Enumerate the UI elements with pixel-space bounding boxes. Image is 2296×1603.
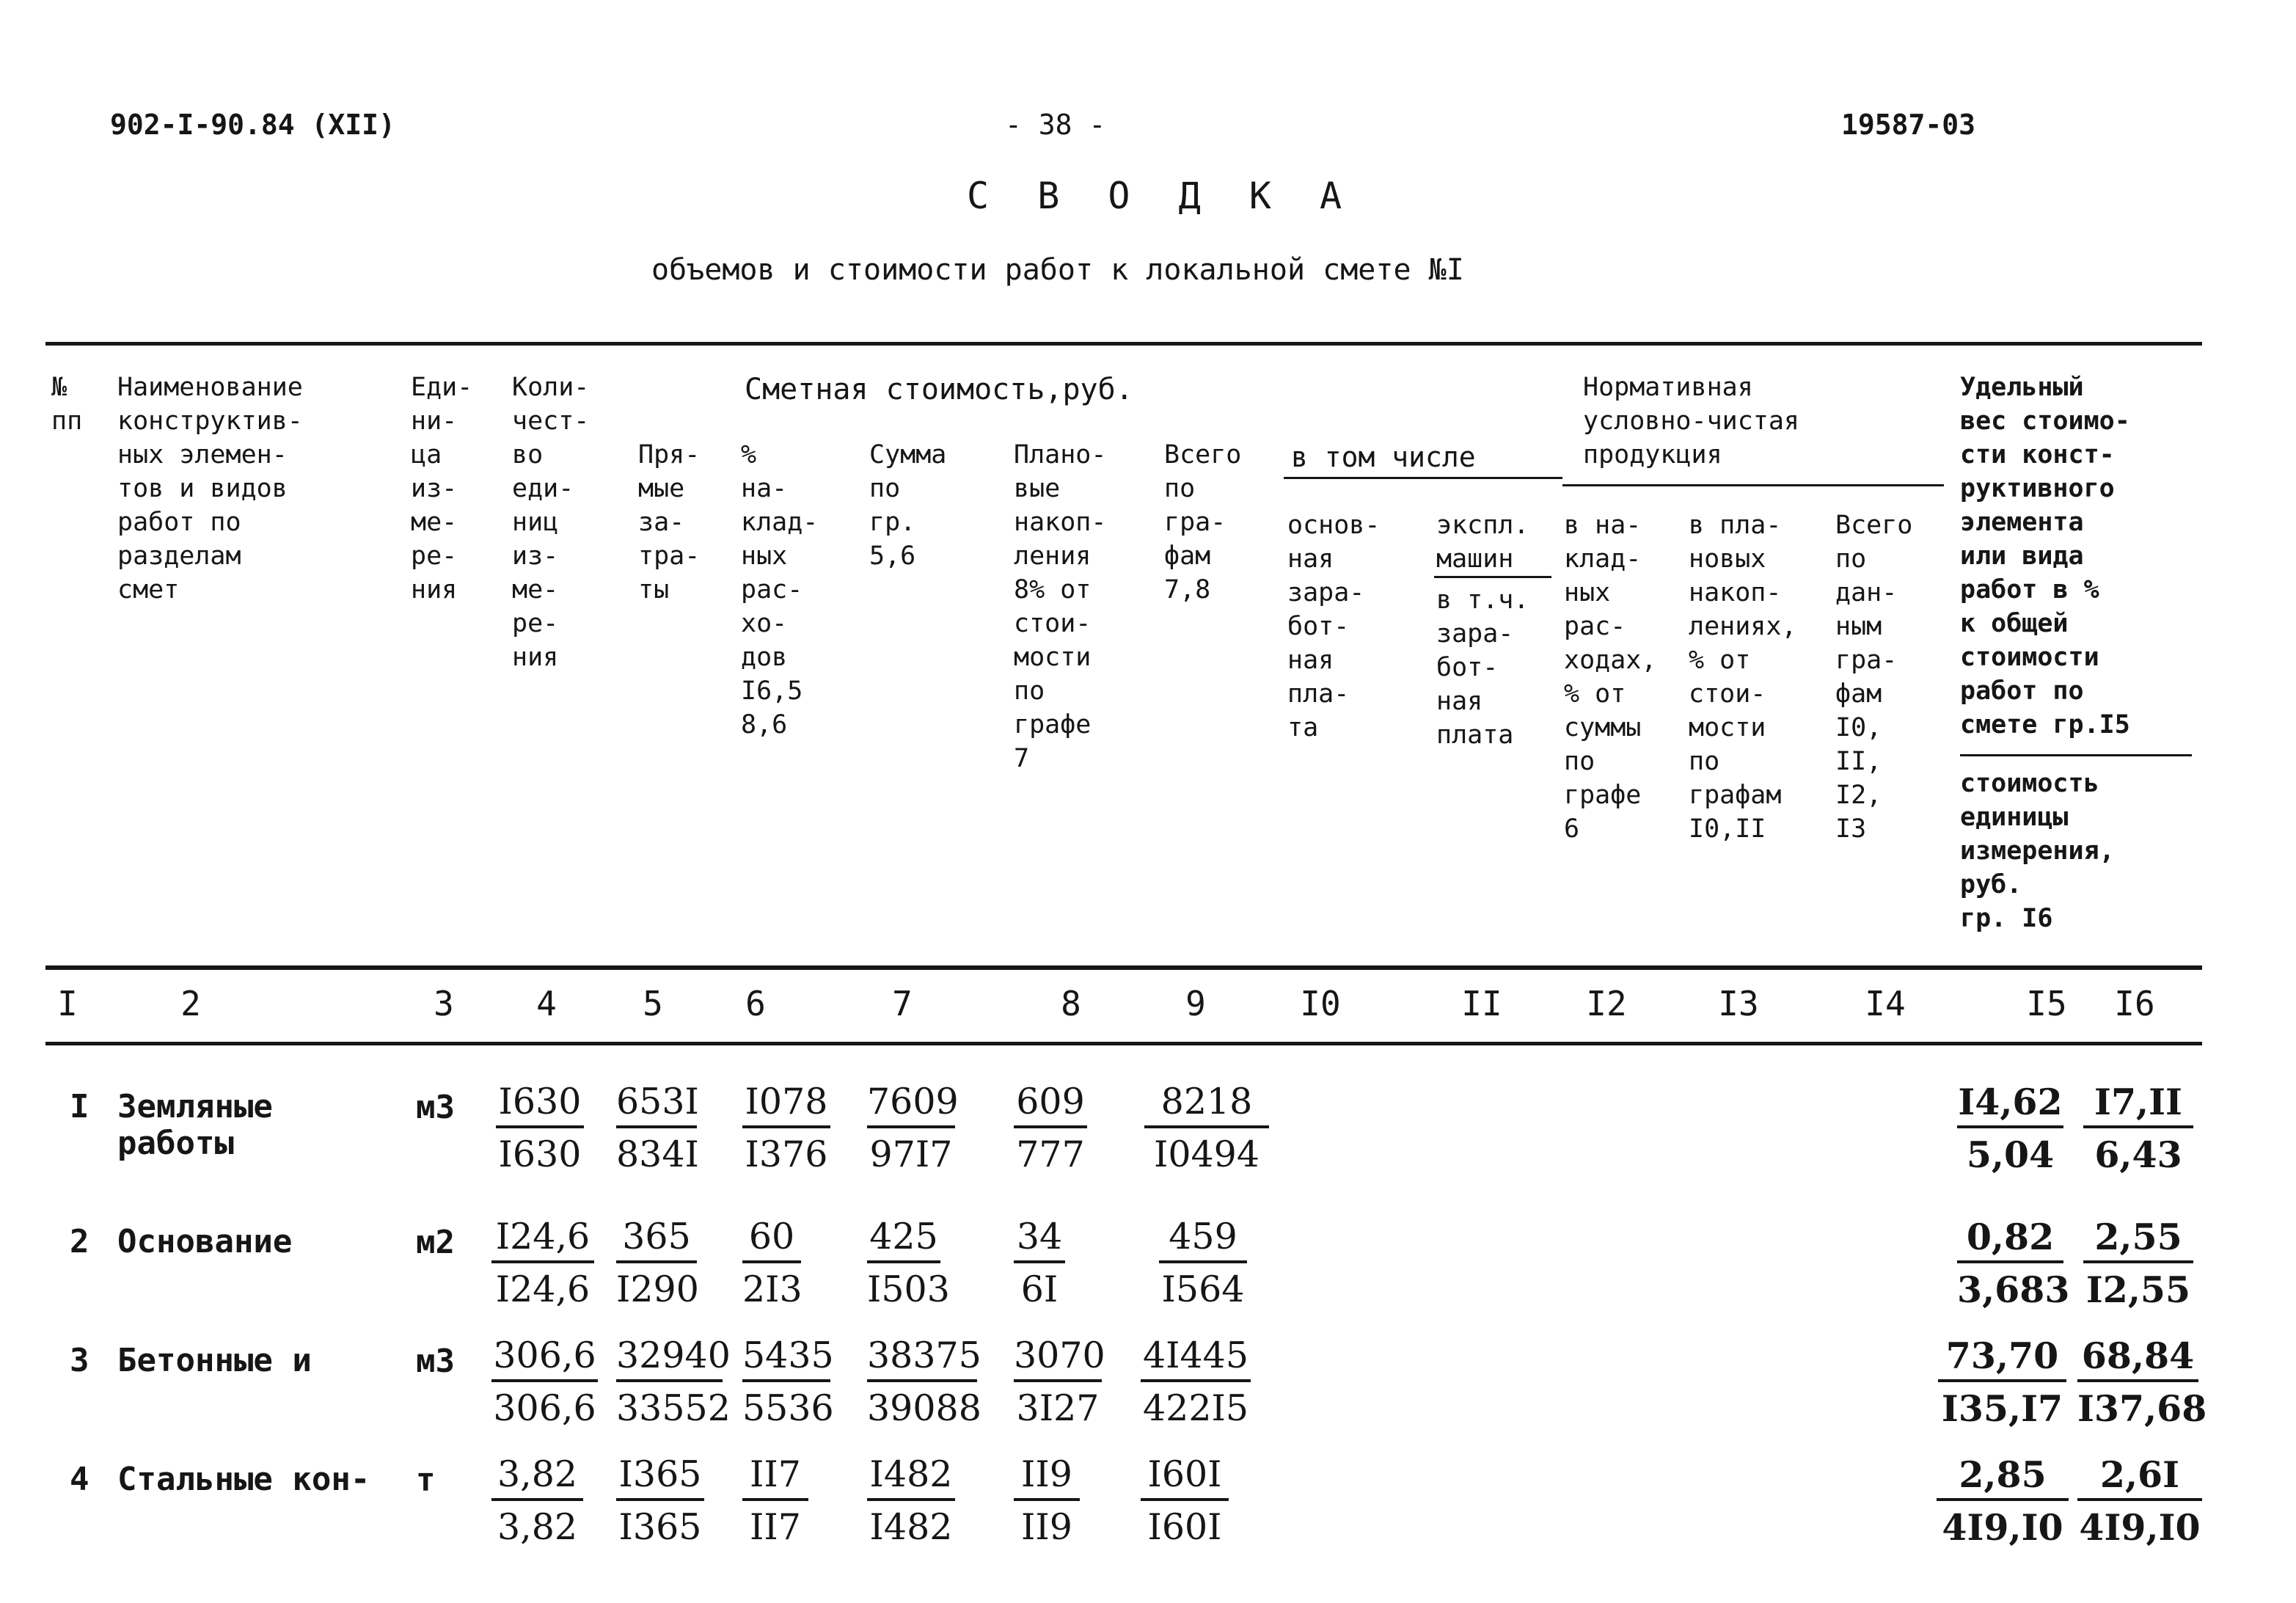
header-group-cost: Сметная стоимость,руб. [745, 373, 1133, 406]
row-unit: т [416, 1461, 436, 1499]
cell-overhead: 60 2I3 [742, 1216, 802, 1310]
col-number: 4 [536, 984, 557, 1023]
cell-sum: 7609 97I7 [867, 1081, 959, 1175]
header-col-sum: Сумма по гр. 5,6 [869, 440, 947, 571]
cell-overhead: I078 I376 [742, 1080, 830, 1177]
row-unit: м3 [416, 1343, 455, 1380]
cell-direct-costs: 32940 33552 [616, 1334, 731, 1429]
col-number: I6 [2114, 984, 2155, 1023]
cell-direct-costs: 365 I290 [616, 1216, 699, 1310]
cell-planned-savings: II9 II9 [1014, 1453, 1080, 1549]
header-col-planned-savings: Плано- вые накоп- ления 8% от стои- мости по графе 7 [1014, 440, 1107, 773]
cell-total: 8218 I0494 [1144, 1080, 1269, 1177]
col-number: 5 [643, 984, 663, 1023]
table-top-rule [45, 342, 2202, 346]
row-unit: м2 [416, 1224, 455, 1261]
cell-share-pct: 2,85 4I9,I0 [1937, 1453, 2069, 1549]
col-number: I5 [2026, 984, 2067, 1023]
header-col-base-salary: основ- ная зара- бот- ная пла- та [1287, 511, 1381, 742]
col-number: 2 [180, 984, 201, 1023]
column-number-rule [45, 1042, 2202, 1045]
header-col-norm-overhead: в на- клад- ных рас- ходах, % от суммы по графе 6 [1564, 511, 1657, 844]
row-number: 4 [70, 1461, 89, 1498]
cell-quantity: 3,82 3,82 [491, 1453, 583, 1549]
header-col-total: Всего по гра- фам 7,8 [1164, 440, 1242, 605]
col-number: I3 [1718, 984, 1759, 1023]
cell-quantity: 306,6 306,6 [491, 1334, 598, 1431]
cell-share-pct: 73,70 I35,I7 [1938, 1334, 2066, 1431]
cell-sum: I482 I482 [867, 1453, 955, 1549]
row-name: Земляные работы [117, 1088, 273, 1162]
header-col-norm-planned: в пла- новых накоп- лениях, % от стои- мости по графам I0,II [1689, 511, 1797, 844]
cell-unit-cost: I7,II 6,43 [2083, 1080, 2193, 1177]
cell-unit-cost: 2,55 I2,55 [2083, 1215, 2193, 1312]
row-name: Основание [117, 1223, 293, 1260]
col-number: 6 [745, 984, 766, 1023]
row-name: Стальные кон- [117, 1461, 370, 1498]
header-col-share: Удельный вес стоимо- сти конст- руктивного элемента или вида работ в % к общей стоимости работ по смете гр.I5 [1960, 373, 2130, 740]
cell-planned-savings: 3070 3I27 [1014, 1334, 1105, 1429]
page-number: - 38 - [1005, 109, 1106, 141]
col-number: 9 [1185, 984, 1206, 1023]
cell-overhead: 5435 5536 [742, 1334, 834, 1429]
col-number: 3 [434, 984, 454, 1023]
document-stamp: 19587-03 [1841, 109, 1976, 141]
cell-sum: 38375 39088 [867, 1334, 981, 1429]
row-name: Бетонные и [117, 1342, 312, 1379]
cell-share-pct: 0,82 3,683 [1957, 1216, 2070, 1311]
col-number: I2 [1586, 984, 1627, 1023]
col-number: I [57, 984, 78, 1023]
col-number: 8 [1061, 984, 1081, 1023]
incl-group-rule [1284, 477, 1562, 479]
col-number: II [1461, 984, 1502, 1023]
header-col-quantity: Коли- чест- во еди- ниц из- ме- ре- ния [512, 373, 590, 672]
cell-total: 4I445 422I5 [1141, 1334, 1251, 1431]
cell-planned-savings: 609 777 [1014, 1080, 1087, 1177]
header-col-direct-costs: Пря- мые за- тра- ты [638, 440, 701, 605]
cell-total: 459 I564 [1159, 1215, 1247, 1312]
cell-overhead: II7 II7 [742, 1453, 808, 1549]
col-number: I4 [1865, 984, 1906, 1023]
col-number: 7 [892, 984, 913, 1023]
header-col-overhead-pct: % на- клад- ных рас- хо- дов I6,5 8,6 [741, 440, 819, 740]
document-code: 902-I-90.84 (XII) [110, 109, 395, 141]
header-bottom-rule [45, 965, 2202, 970]
c15-split-rule [1960, 754, 2192, 756]
header-col-name: Наименование конструктив- ных элемен- тов и видов работ по разделам смет [117, 373, 303, 605]
row-unit: м3 [416, 1089, 455, 1126]
cell-planned-savings: 34 6I [1014, 1215, 1065, 1312]
cell-sum: 425 I503 [867, 1216, 950, 1310]
cell-direct-costs: I365 I365 [616, 1453, 704, 1549]
row-number: I [70, 1088, 89, 1125]
header-col-norm-total: Всего по дан- ным гра- фам I0, II, I2, I3 [1835, 511, 1913, 844]
cell-total: I60I I60I [1141, 1453, 1229, 1549]
c11-split-rule [1434, 576, 1551, 578]
cell-share-pct: I4,62 5,04 [1958, 1081, 2063, 1176]
header-group-incl: в том числе [1291, 441, 1476, 473]
cell-quantity: I630 I630 [496, 1080, 584, 1177]
header-col-unit-cost: стоимость единицы измерения, руб. гр. I6 [1960, 769, 2115, 933]
document-subtitle: объемов и стоимости работ к локальной смете №I [651, 253, 1464, 287]
cell-unit-cost: 68,84 I37,68 [2077, 1334, 2207, 1430]
row-number: 2 [70, 1223, 89, 1260]
cell-direct-costs: 653I 834I [616, 1081, 699, 1175]
header-col-machines-salary: в т.ч. зара- бот- ная плата [1436, 585, 1529, 750]
cell-quantity: I24,6 I24,6 [491, 1215, 594, 1312]
col-number: I0 [1300, 984, 1341, 1023]
document-title: С В О Д К А [967, 175, 1356, 217]
header-col-machines: экспл. машин [1436, 511, 1529, 574]
header-col-unit: Еди- ни- ца из- ме- ре- ния [411, 373, 473, 605]
norm-group-rule [1562, 484, 1944, 486]
header-col-num: № пп [51, 373, 83, 436]
cell-unit-cost: 2,6I 4I9,I0 [2077, 1453, 2202, 1549]
row-number: 3 [70, 1342, 89, 1379]
header-group-norm: Нормативная условно-чистая продукция [1583, 373, 1800, 470]
